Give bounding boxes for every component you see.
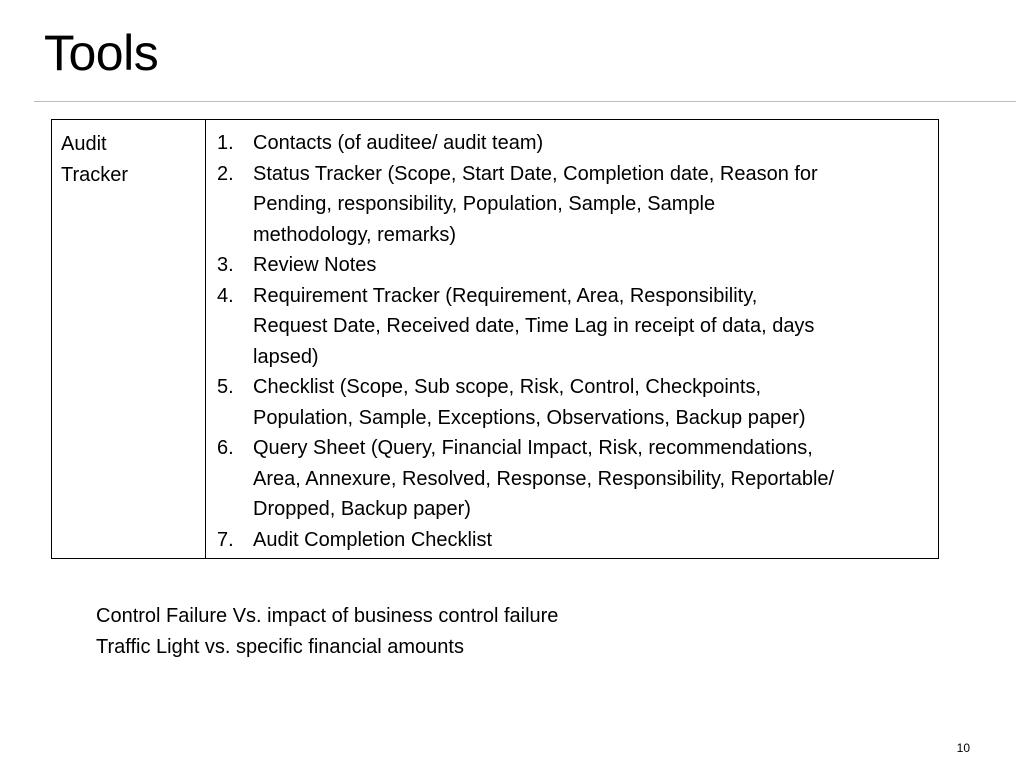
item-number: 1. <box>217 132 234 154</box>
tool-items-cell <box>206 120 938 558</box>
slide-title: Tools <box>44 25 159 81</box>
tool-name-line-1: Audit <box>61 133 107 155</box>
list-item <box>206 128 938 159</box>
tool-name-line-2: Tracker <box>61 164 129 186</box>
notes-block <box>96 601 558 663</box>
item-text: Requirement Tracker (Requirement, Area, Responsibility, Request Date, Received date, Time Lag in receipt of data, days lapsed) <box>253 284 815 368</box>
item-number: 3. <box>217 254 234 276</box>
note-line-2: Traffic Light vs. specific financial amounts <box>96 636 464 658</box>
item-number: 5. <box>217 376 234 398</box>
item-number: 7. <box>217 528 234 551</box>
item-text: Review Notes <box>253 254 377 276</box>
item-number: 2. <box>217 162 234 185</box>
item-text: Status Tracker (Scope, Start Date, Completion date, Reason for Pending, responsibility, Population, Sample, Sample methodology, remarks) <box>253 162 818 246</box>
list-item <box>206 372 938 433</box>
list-item <box>206 433 938 525</box>
note-line-1: Control Failure Vs. impact of business control failure <box>96 605 559 627</box>
item-text: Query Sheet (Query, Financial Impact, Risk, recommendations, Area, Annexure, Resolved, Response, Responsibility, Reportable/ Dropped, Backup paper) <box>253 437 835 520</box>
item-text: Audit Completion Checklist <box>253 528 492 551</box>
page-number: 10 <box>956 741 970 755</box>
item-text: Checklist (Scope, Sub scope, Risk, Control, Checkpoints, Population, Sample, Exceptions, Observations, Backup paper) <box>253 376 806 429</box>
title-divider <box>34 101 1016 102</box>
tool-name-cell <box>52 120 206 558</box>
item-number: 4. <box>217 284 234 307</box>
list-item <box>206 281 938 373</box>
list-item <box>206 250 938 281</box>
list-item <box>206 159 938 251</box>
tools-table <box>51 119 939 559</box>
item-number: 6. <box>217 437 234 459</box>
tool-items-list <box>206 128 938 555</box>
item-text: Contacts (of auditee/ audit team) <box>253 132 544 154</box>
list-item <box>206 525 938 556</box>
